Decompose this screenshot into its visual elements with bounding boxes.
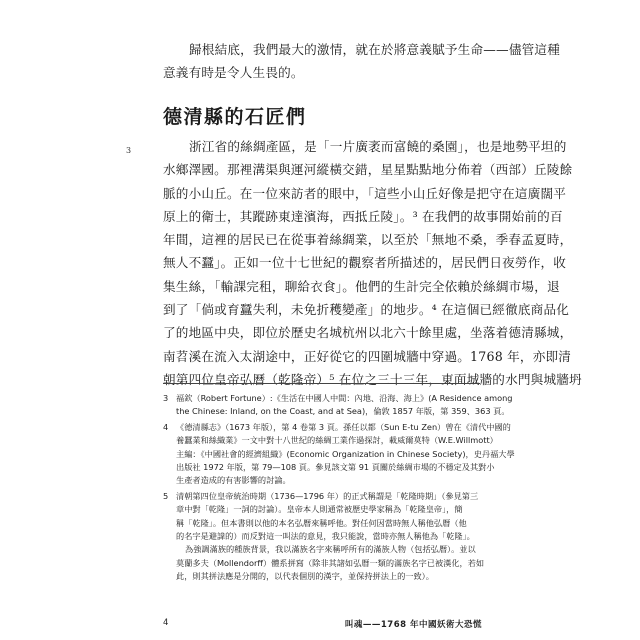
footnote-line: 清朝第四位皇帝統治時期（1736—1796 年）的正式稱謂是「乾隆時期」（參見第三	[176, 490, 479, 501]
running-title: 叫魂——1768 年中國妖術大恐慌	[344, 620, 482, 630]
intro-paragraph	[163, 38, 561, 85]
text-line: 到了「倘或育蠶失利，未免折穫變產」的地步。⁴ 在這個已經徹底商品化	[163, 302, 570, 318]
footnote-line: 的名字是避諱的）而反對這一叫法的意見，我只能說，當時亦無人稱他為「乾隆」。	[176, 531, 475, 542]
text-line: 南苕溪在流入太湖途中，正好從它的四圍城牆中穿過。1768 年，亦即清	[163, 348, 572, 364]
text-line: 年間，這裡的居民已在從事着絲綢業，以至於「無地不桑，季春孟夏時，	[163, 232, 573, 248]
text-line: 了的地區中央，即位於歷史名城杭州以北六十餘里處，坐落着德清縣城，	[163, 325, 573, 341]
footnote-line: 稱「乾隆」。但本書則以他的本名弘曆來稱呼他。對任何因當時無人稱他弘曆（他	[176, 517, 467, 528]
footnote-line: 生產者造成的有害影響的討論。	[176, 475, 291, 486]
footnote-line: 主編：《中國社會的經濟組織》(Economic Organization in Chinese Society)，史丹福大學	[176, 448, 515, 459]
footnote	[163, 421, 515, 488]
section-heading: 德清縣的石匠們	[163, 106, 307, 128]
footnote-line: 莫蘭多夫（Mollendorff）體系拼寫（除非其諸如弘曆一類的滿族名字已被漢化，若如	[176, 557, 485, 568]
footnote-number: 3	[163, 393, 169, 403]
footnote-line: 出版社 1972 年版，第 79—108 頁。參見該文第 91 頁關於絲綢市場的不穩定及其對小	[176, 462, 495, 473]
footnote-line: 章中對「乾隆」一詞的討論）。皇帝本人則通常被歷史學家稱為「乾隆皇帝」，簡	[176, 504, 463, 515]
footnote-number: 4	[163, 421, 169, 432]
text-line: 意義有時是令人生畏的。	[163, 65, 304, 81]
footnote-line: 此，則其拼法應是分開的，以代表個別的漢字，並保持拼法上的一致）。	[176, 571, 434, 582]
text-line: 歸根結底，我們最大的激情，就在於將意義賦予生命——儘管這種	[189, 42, 561, 57]
page-number: 4	[163, 618, 169, 628]
footnote-number: 5	[163, 490, 169, 501]
footnote	[163, 392, 513, 419]
footnote-line: 福欽（Robert Fortune）:《生活在中國人中間：內地、沿海、海上》(A Residence among	[176, 393, 513, 403]
text-line: 脈的小山丘。在一位來訪者的眼中，「這些小山丘好像是把守在這廣闊平	[163, 185, 567, 201]
footnote-line: 為強調滿族的種族背景，我以滿族名字來稱呼所有的滿族人物（包括弘曆）。並以	[185, 544, 476, 555]
text-line: 水鄉澤國。那裡溝渠與運河縱橫交錯，星星點點地分佈着（西部）丘陵餘	[163, 162, 573, 178]
text-line: 浙江省的絲綢產區，是「一片廣袤而富饒的桑園」，也是地勢平坦的	[189, 139, 567, 154]
footnote-divider	[163, 383, 480, 384]
margin-note-marker: 3	[126, 146, 132, 155]
text-line: 原上的衛士，其蹤跡東達濱海，西抵丘陵」。³ 在我們的故事開始前的百	[163, 208, 563, 224]
footnote-line: 《德清縣志》（1673 年版），第 4 卷第 3 頁。孫任以都（Sun E-tu Zen）曾在《清代中國的	[176, 421, 511, 432]
footnote-line: the Chinese: Inland, on the Coast, and at Sea)，倫敦 1857 年版，第 359、363 頁。	[176, 406, 510, 417]
footnote	[163, 490, 483, 584]
text-line: 無人不蠶」。正如一位十七世紀的觀察者所描述的，居民們日夜勞作，收	[163, 255, 567, 271]
text-line: 集生絲，「輸課完租，聊給衣食」。他們的生計完全依賴於絲綢市場，退	[163, 278, 560, 294]
footnote-line: 養蠶業和絲織業》一文中對十八世紀的絲綢工業作過探討，載威爾莫特（W.E.Willmott）	[176, 435, 498, 446]
footnotes	[163, 392, 515, 586]
body-paragraph	[163, 135, 582, 391]
text-line: 朝第四位皇帝弘曆（乾隆帝）⁵ 在位之三十三年，東面城牆的水門與城牆坍	[163, 371, 582, 387]
